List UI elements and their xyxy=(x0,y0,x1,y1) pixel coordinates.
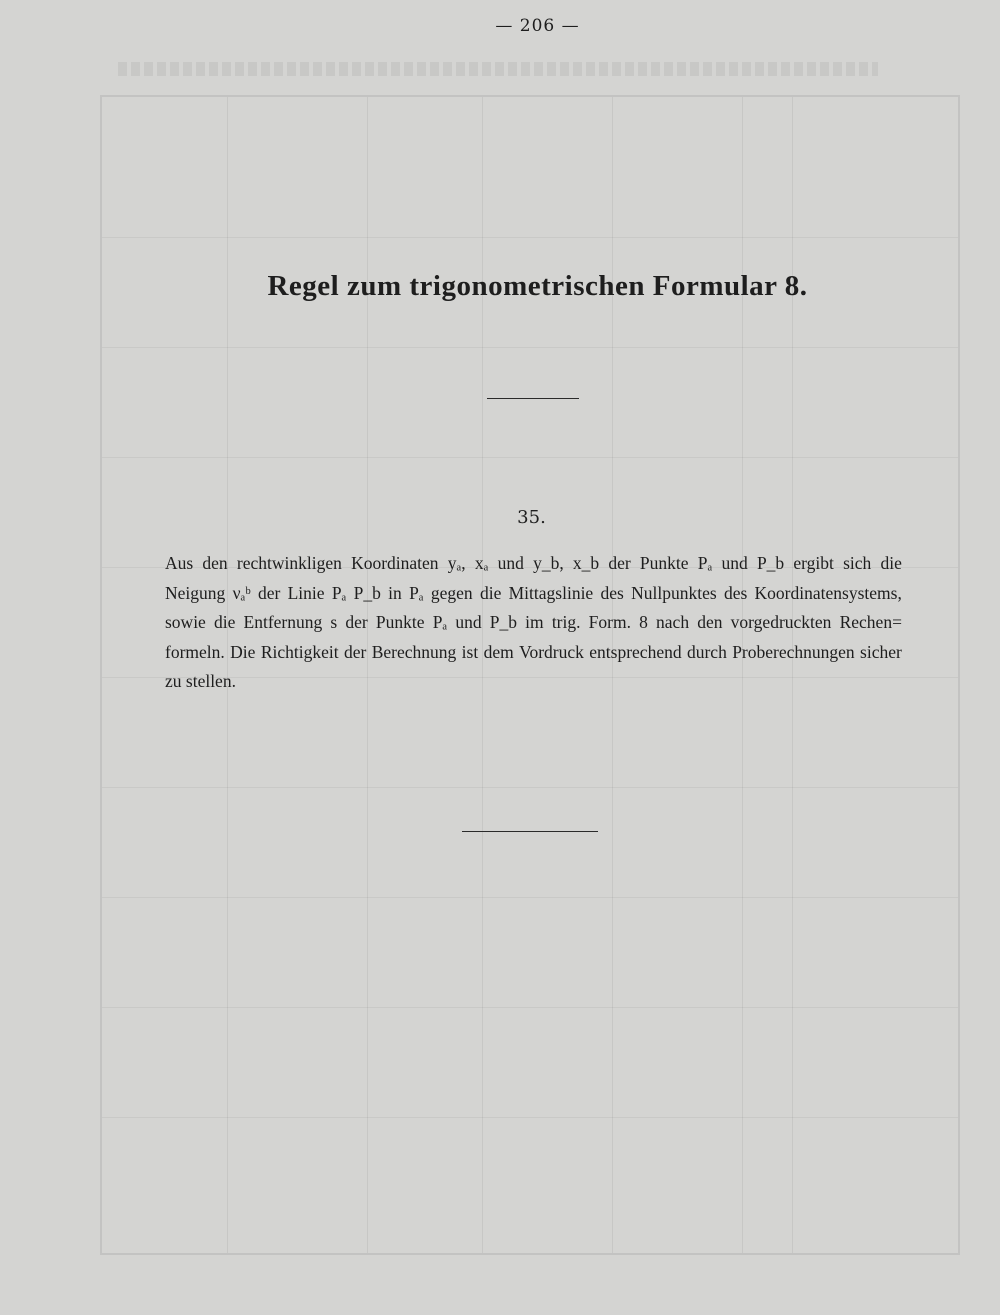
word: Pₐ xyxy=(432,612,448,632)
word: Koordinaten xyxy=(351,553,439,573)
word: der xyxy=(608,553,631,573)
word: y_b, xyxy=(533,553,564,573)
word: Mittagslinie xyxy=(508,582,594,603)
word: des xyxy=(723,582,748,603)
section-number: 35. xyxy=(517,507,546,528)
word: des xyxy=(600,582,624,603)
word: entsprechend xyxy=(589,641,682,662)
word: yₐ, xyxy=(447,553,466,573)
word: Form. xyxy=(588,612,631,632)
word: Nullpunktes xyxy=(631,582,717,603)
word: Vordruck xyxy=(519,641,584,662)
word: Proberechnungen xyxy=(732,641,855,662)
word: sowie xyxy=(165,612,206,632)
word: 8 xyxy=(639,612,648,632)
word: P_b xyxy=(489,612,518,632)
paragraph-line-4 xyxy=(165,638,902,668)
word: Berechnung xyxy=(371,641,457,662)
word: der xyxy=(345,612,368,632)
word: dem xyxy=(483,641,514,662)
word: xₐ xyxy=(474,553,489,573)
paragraph-line-2 xyxy=(165,579,902,609)
word: P_b xyxy=(756,553,785,573)
word: in xyxy=(388,582,402,603)
word: der xyxy=(257,582,281,603)
word: Linie xyxy=(287,582,325,603)
paragraph-line-3 xyxy=(165,608,902,638)
word: Die xyxy=(230,641,256,662)
word: ist xyxy=(461,641,479,662)
word: Koordinatensystems, xyxy=(754,582,902,603)
word: den xyxy=(202,553,228,573)
word: die xyxy=(880,553,902,573)
word: νₐᵇ xyxy=(232,582,251,603)
word: Pₐ xyxy=(331,582,347,603)
word: Punkte xyxy=(375,612,425,632)
page-title: Regel zum trigonometrischen Formular 8. xyxy=(267,270,808,302)
divider-short xyxy=(487,398,579,399)
word: den xyxy=(697,612,723,632)
divider-bottom xyxy=(462,831,598,832)
word: sicher xyxy=(860,641,902,662)
paragraph-line-5: zu stellen. xyxy=(165,671,236,691)
word: die xyxy=(213,612,236,632)
word: und xyxy=(455,612,482,632)
word: trig. xyxy=(551,612,581,632)
word: die xyxy=(479,582,502,603)
word: der xyxy=(343,641,367,662)
word: formeln. xyxy=(165,641,225,662)
word: x_b xyxy=(572,553,600,573)
word: P_b xyxy=(353,582,381,603)
word: Rechen= xyxy=(839,612,902,632)
word: Neigung xyxy=(165,582,226,603)
word: Entfernung xyxy=(243,612,323,632)
word: und xyxy=(497,553,524,573)
bleed-through-header xyxy=(118,62,878,76)
word: Richtigkeit xyxy=(260,641,339,662)
page-number: — 206 — xyxy=(495,16,580,36)
word: ergibt xyxy=(793,553,834,573)
body-paragraph xyxy=(165,549,902,697)
word: rechtwinkligen xyxy=(236,553,342,573)
word: Pₐ xyxy=(697,553,713,573)
word: nach xyxy=(656,612,690,632)
word: vorgedruckten xyxy=(730,612,832,632)
paragraph-line-1 xyxy=(165,549,902,579)
word: durch xyxy=(686,641,727,662)
word: s xyxy=(330,612,338,632)
word: Punkte xyxy=(639,553,689,573)
word: im xyxy=(525,612,544,632)
word: gegen xyxy=(430,582,473,603)
word: Aus xyxy=(165,553,194,573)
word: sich xyxy=(843,553,872,573)
word: Pₐ xyxy=(409,582,424,603)
word: und xyxy=(721,553,748,573)
